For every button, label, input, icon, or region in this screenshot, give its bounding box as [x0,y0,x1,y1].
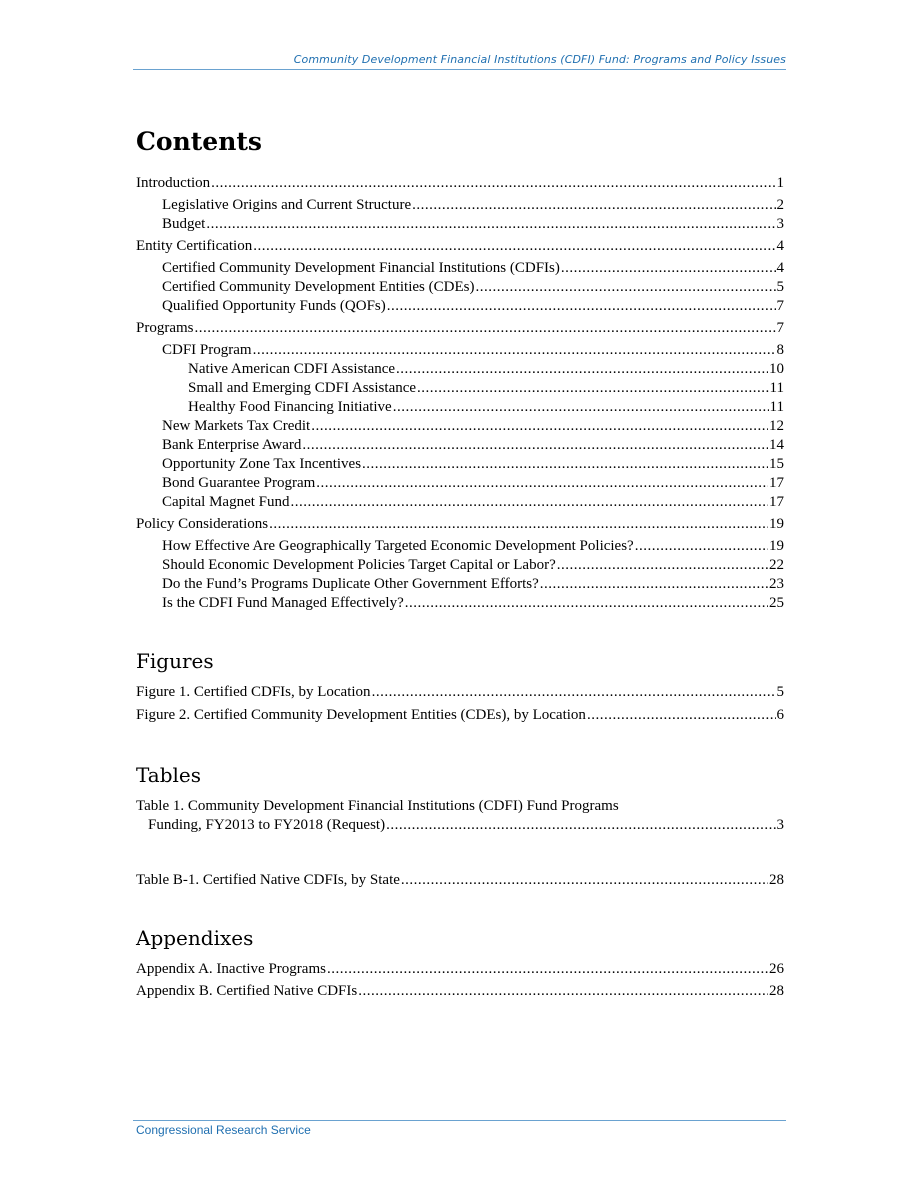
toc-entry-qofs[interactable] [136,297,784,316]
toc-entry-bond-guarantee[interactable] [136,474,784,493]
toc-entry-page: 7 [776,298,784,314]
toc-entry-duplicate-efforts[interactable] [136,575,784,594]
toc-entry-label: Programs [136,320,194,336]
toc-entry-table-b1[interactable] [136,871,784,890]
toc-entry-label: Capital Magnet Fund [162,494,290,510]
figures-heading: Figures [136,649,214,673]
toc-entry-page: 5 [776,684,784,700]
toc-entry-label: Table 1. Community Development Financial Institutions (CDFI) Fund Programs [136,798,619,814]
toc-entry-certified-cdfis[interactable] [136,259,784,278]
toc-entry-capital-magnet-fund[interactable] [136,493,784,512]
toc-entry-table-1[interactable] [136,797,784,835]
toc-entry-new-markets-tax-credit[interactable] [136,417,784,436]
toc-entry-page: 12 [769,418,784,434]
footer-rule [133,1120,786,1121]
toc-entry-page: 2 [776,197,784,213]
toc-entry-page: 28 [769,872,784,888]
toc-entry-appendix-a[interactable] [136,960,784,979]
toc-entry-label: Legislative Origins and Current Structure [162,197,412,213]
toc-entry-bank-enterprise-award[interactable] [136,436,784,455]
toc-entry-cdfi-program[interactable] [136,341,784,360]
appendixes-heading: Appendixes [136,926,254,950]
footer-publisher: Congressional Research Service [136,1123,311,1137]
toc-entry-page: 10 [769,361,784,377]
toc-entry-label: Qualified Opportunity Funds (QOFs) [162,298,386,314]
toc-entry-budget[interactable] [136,215,784,234]
figures-list [136,683,784,725]
toc-entry-label: Table B-1. Certified Native CDFIs, by State [136,872,400,888]
toc-entry-label: Do the Fund’s Programs Duplicate Other Government Efforts? [162,576,539,592]
toc-entry-page: 7 [776,320,784,336]
tables-list [136,797,784,890]
toc-entry-label: New Markets Tax Credit [162,418,311,434]
toc-entry-appendix-b[interactable] [136,982,784,1001]
toc-entry-opportunity-zone[interactable] [136,455,784,474]
toc-entry-label: Small and Emerging CDFI Assistance [188,380,417,396]
toc-entry-label: Is the CDFI Fund Managed Effectively? [162,595,404,611]
toc-entry-page: 17 [769,475,784,491]
toc-entry-page: 17 [769,494,784,510]
toc-entry-legislative-origins[interactable] [136,196,784,215]
toc-entry-page: 4 [776,260,784,276]
toc-entry-geographically-targeted[interactable] [136,537,784,556]
toc-entry-page: 1 [776,175,784,191]
running-header: Community Development Financial Institutions (CDFI) Fund: Programs and Policy Issues [293,53,786,66]
toc-entry-figure-2[interactable] [136,706,784,725]
table-of-contents [136,124,784,1001]
toc-entry-page: 6 [776,707,784,723]
toc-entry-healthy-food[interactable] [136,398,784,417]
toc-entry-label: Healthy Food Financing Initiative [188,399,392,415]
toc-entry-page: 14 [769,437,784,453]
toc-entry-page: 11 [769,380,784,396]
tables-heading: Tables [136,763,202,787]
contents-heading: Contents [136,127,263,156]
toc-entry-page: 15 [769,456,784,472]
toc-entry-label: CDFI Program [162,342,252,358]
toc-entry-label: Budget [162,216,206,232]
toc-entry-page: 26 [769,961,784,977]
toc-entry-page: 28 [769,983,784,999]
toc-entry-introduction[interactable] [136,174,784,193]
toc-entry-label: Appendix B. Certified Native CDFIs [136,983,358,999]
toc-entry-native-american-cdfi[interactable] [136,360,784,379]
contents-list [136,174,784,613]
toc-entry-page: 3 [776,216,784,232]
toc-entry-label: Should Economic Development Policies Target Capital or Labor? [162,557,556,573]
toc-entry-label: Introduction [136,175,211,191]
toc-entry-label: Policy Considerations [136,516,269,532]
toc-entry-page: 8 [776,342,784,358]
toc-entry-capital-or-labor[interactable] [136,556,784,575]
toc-entry-figure-1[interactable] [136,683,784,702]
toc-entry-managed-effectively[interactable] [136,594,784,613]
toc-entry-programs[interactable] [136,319,784,338]
toc-entry-page: 23 [769,576,784,592]
toc-entry-label: Bond Guarantee Program [162,475,316,491]
header-rule [133,69,786,70]
toc-entry-entity-certification[interactable] [136,237,784,256]
toc-entry-label: Figure 1. Certified CDFIs, by Location [136,684,371,700]
toc-entry-page: 4 [776,238,784,254]
toc-entry-label: Figure 2. Certified Community Development Entities (CDEs), by Location [136,707,586,723]
toc-entry-label-continued: Funding, FY2013 to FY2018 (Request) [148,817,386,833]
toc-entry-page: 5 [776,279,784,295]
toc-entry-label: Bank Enterprise Award [162,437,302,453]
toc-entry-page: 3 [776,817,784,833]
toc-entry-label: Certified Community Development Entities (CDEs) [162,279,475,295]
toc-entry-page: 19 [769,538,784,554]
toc-entry-label: Entity Certification [136,238,253,254]
toc-entry-label: Opportunity Zone Tax Incentives [162,456,362,472]
toc-entry-page: 25 [769,595,784,611]
toc-entry-page: 11 [769,399,784,415]
toc-entry-label: Appendix A. Inactive Programs [136,961,326,977]
toc-entry-page: 22 [769,557,784,573]
toc-entry-certified-cdes[interactable] [136,278,784,297]
toc-entry-small-emerging-cdfi[interactable] [136,379,784,398]
toc-entry-label: Certified Community Development Financial Institutions (CDFIs) [162,260,560,276]
toc-entry-policy-considerations[interactable] [136,515,784,534]
appendixes-list [136,960,784,1001]
toc-entry-label: Native American CDFI Assistance [188,361,396,377]
toc-entry-page: 19 [769,516,784,532]
toc-entry-label: How Effective Are Geographically Targeted Economic Development Policies? [162,538,634,554]
